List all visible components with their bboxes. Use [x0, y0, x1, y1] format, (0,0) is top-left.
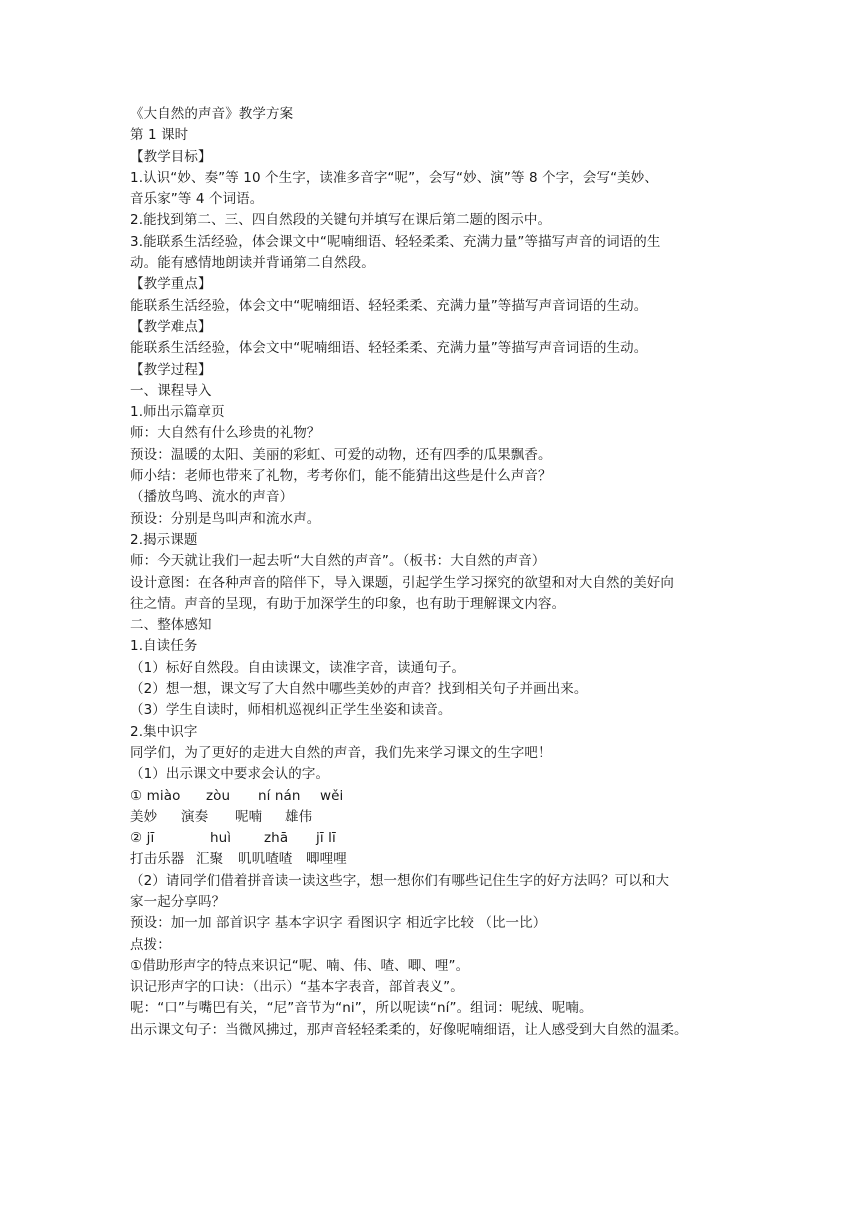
- text-line: 师：大自然有什么珍贵的礼物？: [130, 425, 321, 442]
- text-line: 1.认识“妙、奏”等 10 个生字，读准多音字“呢”，会写“妙、演”等 8 个字，会写“美妙、: [130, 169, 658, 186]
- text-line: 【教学重点】: [130, 276, 212, 293]
- pinyin-text: jī lī: [316, 830, 336, 847]
- pinyin-text: ① miào: [130, 787, 181, 804]
- vocab-word: 打击乐器: [130, 851, 185, 868]
- document-page: [130, 104, 740, 1041]
- text-line: 《大自然的声音》教学方案: [130, 106, 294, 122]
- text-line: 【教学目标】: [130, 148, 212, 165]
- vocab-word: 美妙: [130, 808, 158, 825]
- text-line: 点拨：: [130, 936, 171, 953]
- text-line: 二、整体感知: [130, 617, 212, 634]
- text-line: （1）标好自然段。自由读课文，读准字音，读通句子。: [130, 659, 466, 676]
- vocab-word: 呢喃: [235, 808, 263, 825]
- text-line: （3）学生自读时，师相机巡视纠正学生坐姿和读音。: [130, 702, 452, 719]
- text-line: （2）想一想，课文写了大自然中哪些美妙的声音？找到相关句子并画出来。: [130, 681, 588, 698]
- pinyin-text: ② jī: [130, 830, 155, 847]
- text-line: 师小结：老师也带来了礼物，考考你们，能不能猜出这些是什么声音？: [130, 468, 552, 485]
- text-line: （1）出示课文中要求会认的字。: [130, 766, 330, 783]
- pinyin-row-2: [130, 828, 740, 849]
- text-line: 识记形声字的口诀：（出示）“基本字表音，部首表义”。: [130, 979, 464, 996]
- text-line: 呢：“口”与嘴巴有关，“尼”音节为“ni”，所以呢读“ní”。组词：呢绒、呢喃。: [130, 1000, 593, 1017]
- text-line: 预设：温暖的太阳、美丽的彩虹、可爱的动物，还有四季的瓜果飘香。: [130, 446, 552, 463]
- document-body-bottom: [130, 871, 740, 1041]
- pinyin-row-1: [130, 786, 740, 807]
- text-line: 师：今天就让我们一起去听“大自然的声音”。（板书：大自然的声音）: [130, 553, 546, 570]
- text-line: 1.自读任务: [130, 638, 198, 655]
- text-line: 家一起分享吗？: [130, 893, 226, 910]
- text-line: ①借助形声字的特点来识记“呢、喃、伟、喳、唧、哩”。: [130, 957, 470, 974]
- pinyin-text: wěi: [320, 787, 344, 804]
- pinyin-text: zòu: [206, 787, 231, 804]
- text-line: 动。能有感情地朗读并背诵第二自然段。: [130, 255, 375, 272]
- text-line: 往之情。声音的呈现，有助于加深学生的印象，也有助于理解课文内容。: [130, 595, 566, 612]
- vocab-word: 演奏: [181, 808, 209, 825]
- text-line: 预设：分别是鸟叫声和流水声。: [130, 510, 321, 527]
- text-line: 3.能联系生活经验，体会课文中“呢喃细语、轻轻柔柔、充满力量”等描写声音的词语的生: [130, 233, 661, 250]
- vocab-word: 雄伟: [285, 808, 313, 825]
- text-line: （2）请同学们借着拼音读一读这些字，想一想你们有哪些记住生字的好方法吗？可以和大: [130, 872, 670, 889]
- text-line: （播放鸟鸣、流水的声音）: [130, 489, 294, 506]
- text-line: 音乐家”等 4 个词语。: [130, 191, 264, 208]
- text-line: 预设：加一加 部首识字 基本字识字 看图识字 相近字比较 （比一比）: [130, 915, 547, 932]
- word-row-2: [130, 849, 740, 870]
- text-line: 能联系生活经验，体会文中“呢喃细语、轻轻柔柔、充满力量”等描写声音词语的生动。: [130, 297, 648, 314]
- vocab-word: 汇聚: [196, 851, 224, 868]
- text-line: 1.师出示篇章页: [130, 404, 225, 421]
- document-body-top: [130, 104, 740, 786]
- text-line: 出示课文句子：当微风拂过，那声音轻轻柔柔的，好像呢喃细语，让人感受到大自然的温柔。: [130, 1021, 688, 1038]
- word-row-1: [130, 807, 740, 828]
- text-line: 2.集中识字: [130, 723, 198, 740]
- pinyin-text: ní nán: [258, 787, 301, 804]
- text-line: 一、课程导入: [130, 382, 212, 399]
- pinyin-text: huì: [210, 830, 232, 847]
- text-line: 2.揭示课题: [130, 531, 198, 548]
- text-line: 能联系生活经验，体会文中“呢喃细语、轻轻柔柔、充满力量”等描写声音词语的生动。: [130, 340, 648, 357]
- text-line: 2.能找到第二、三、四自然段的关键句并填写在课后第二题的图示中。: [130, 212, 552, 229]
- text-line: 设计意图：在各种声音的陪伴下，导入课题，引起学生学习探究的欲望和对大自然的美好向: [130, 574, 674, 591]
- text-line: 【教学难点】: [130, 318, 212, 335]
- text-line: 同学们，为了更好的走进大自然的声音，我们先来学习课文的生字吧！: [130, 744, 552, 761]
- vocab-word: 叽叽喳喳: [238, 851, 293, 868]
- text-line: 第 1 课时: [130, 127, 189, 144]
- vocab-word: 唧哩哩: [306, 851, 347, 868]
- pinyin-text: zhā: [264, 830, 289, 847]
- text-line: 【教学过程】: [130, 361, 212, 378]
